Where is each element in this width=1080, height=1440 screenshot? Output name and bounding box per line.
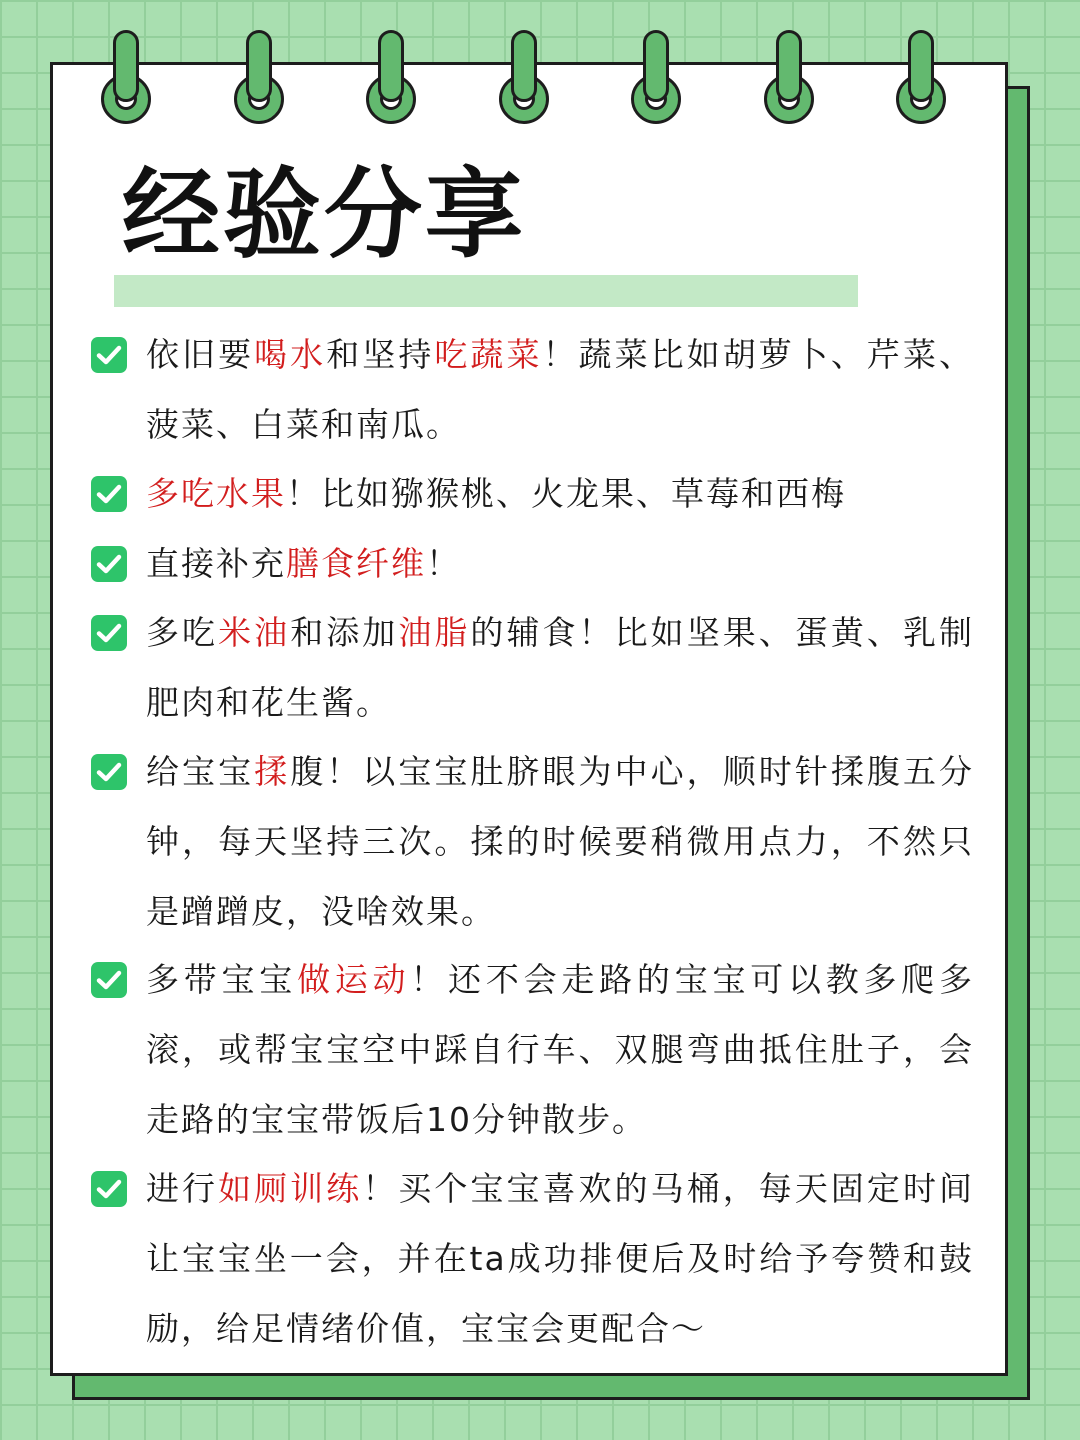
highlighted-text: 揉	[254, 752, 291, 791]
item-text-run: 和坚持	[326, 335, 435, 374]
list-item-text	[146, 598, 974, 738]
checkbox-checked-icon	[91, 754, 127, 790]
list-item	[146, 320, 974, 460]
list-item	[146, 737, 974, 947]
list-item	[146, 529, 974, 599]
highlighted-text: 多吃水果	[146, 474, 286, 513]
item-text-run: ！比如猕猴桃、火龙果、草莓和西梅	[286, 474, 846, 513]
item-text-run: 和添加	[290, 613, 399, 652]
list-item-text	[146, 945, 974, 1155]
item-text-run: ！买个宝宝喜欢的马桶，每天固定时间让宝宝坐一会，并在ta成功排便后及时给予夸赞和鼓励，给足情绪价值，宝宝会更配合～	[146, 1169, 975, 1348]
checkbox-checked-icon	[91, 615, 127, 651]
item-text-run: ！蔬菜比如胡萝卜、芹菜、菠菜、白菜和南瓜。	[146, 335, 975, 444]
highlighted-text: 做运动	[297, 960, 411, 999]
list-item-text	[146, 529, 974, 599]
list-item-text	[146, 737, 974, 947]
item-text-run: 多带宝宝	[146, 960, 298, 999]
list-item-text	[146, 320, 974, 460]
highlighted-text: 膳食纤维	[286, 544, 426, 583]
checkbox-checked-icon	[91, 476, 127, 512]
item-text-run: 腹！以宝宝肚脐眼为中心，顺时针揉腹五分钟，每天坚持三次。揉的时候要稍微用点力，不然只是蹭蹭皮，没啥效果。	[146, 752, 975, 931]
list-item	[146, 945, 974, 1155]
checkbox-checked-icon	[91, 962, 127, 998]
highlighted-text: 如厕训练	[218, 1169, 363, 1208]
highlighted-text: 米油	[218, 613, 291, 652]
highlighted-text: 喝水	[254, 335, 327, 374]
item-text-run: 进行	[146, 1169, 219, 1208]
item-text-run: 依旧要	[146, 335, 255, 374]
item-text-run: 直接补充	[146, 544, 286, 583]
list-item	[146, 459, 974, 529]
highlighted-text: 油脂	[398, 613, 471, 652]
checkbox-checked-icon	[91, 546, 127, 582]
list-item-text	[146, 459, 974, 529]
list-item	[146, 598, 974, 738]
list-item	[146, 1154, 974, 1364]
page-title: 经验分享	[122, 158, 527, 272]
item-text-run: ！还不会走路的宝宝可以教多爬多滚，或帮宝宝空中踩自行车、双腿弯曲抵住肚子，会走路的宝宝带饭后10分钟散步。	[146, 960, 975, 1139]
highlighted-text: 吃蔬菜	[434, 335, 543, 374]
item-text-run: 的辅食！比如坚果、蛋黄、乳制肥肉和花生酱。	[146, 613, 975, 722]
checkbox-checked-icon	[91, 337, 127, 373]
item-text-run: 给宝宝	[146, 752, 255, 791]
list-item-text	[146, 1154, 974, 1364]
item-text-run: ！	[426, 544, 461, 583]
item-text-run: 多吃	[146, 613, 219, 652]
checkbox-checked-icon	[91, 1171, 127, 1207]
